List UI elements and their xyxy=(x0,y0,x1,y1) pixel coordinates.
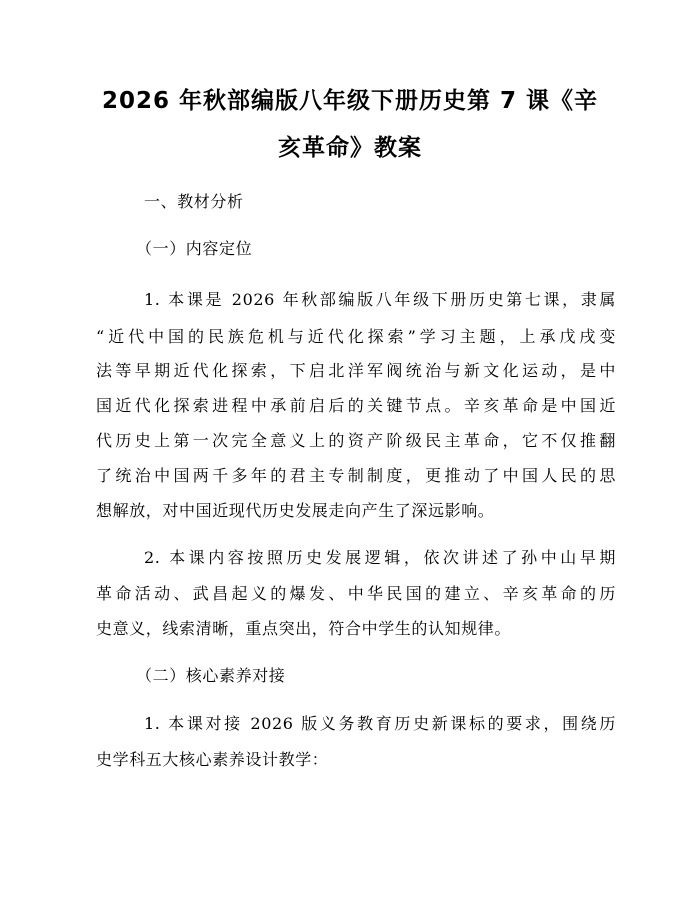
paragraph-3-line: 史学科五大核心素养设计教学： xyxy=(96,750,329,769)
paragraph-1-line: 法等早期近代化探索，下启北洋军阀统治与新文化运动，是中 xyxy=(96,361,616,380)
paragraph-1-line: 代历史上第一次完全意义上的资产阶级民主革命，它不仅推翻 xyxy=(96,431,616,450)
paragraph-2-line: 2. 本课内容按照历史发展逻辑，依次讲述了孙中山早期 xyxy=(144,548,616,567)
paragraph-1-line: 想解放，对中国近现代历史发展走向产生了深远影响。 xyxy=(96,501,495,520)
paragraph-3-line: 1. 本课对接 2026 版义务教育历史新课标的要求，围绕历 xyxy=(144,714,616,733)
paragraph-1-line: 了统治中国两千多年的君主专制制度，更推动了中国人民的思 xyxy=(96,466,616,485)
paragraph-1-line: 1. 本课是 2026 年秋部编版八年级下册历史第七课，隶属 xyxy=(144,290,616,309)
document-title-line-1: 2026 年秋部编版八年级下册历史第 7 课《辛 xyxy=(101,88,599,114)
paragraph-1-line: 国近代化探索进程中承前启后的关键节点。辛亥革命是中国近 xyxy=(96,396,616,415)
subsection-heading-core-literacy: （二）核心素养对接 xyxy=(136,666,286,685)
subsection-heading-content-positioning: （一）内容定位 xyxy=(136,239,253,258)
paragraph-2-line: 史意义，线索清晰，重点突出，符合中学生的认知规律。 xyxy=(96,619,512,638)
document-title-line-2: 亥革命》教案 xyxy=(278,135,422,161)
section-heading-teaching-material-analysis: 一、教材分析 xyxy=(144,192,244,211)
paragraph-2-line: 革命活动、武昌起义的爆发、中华民国的建立、辛亥革命的历 xyxy=(96,584,616,603)
paragraph-1-line: “近代中国的民族危机与近代化探索”学习主题，上承戊戌变 xyxy=(96,327,616,346)
